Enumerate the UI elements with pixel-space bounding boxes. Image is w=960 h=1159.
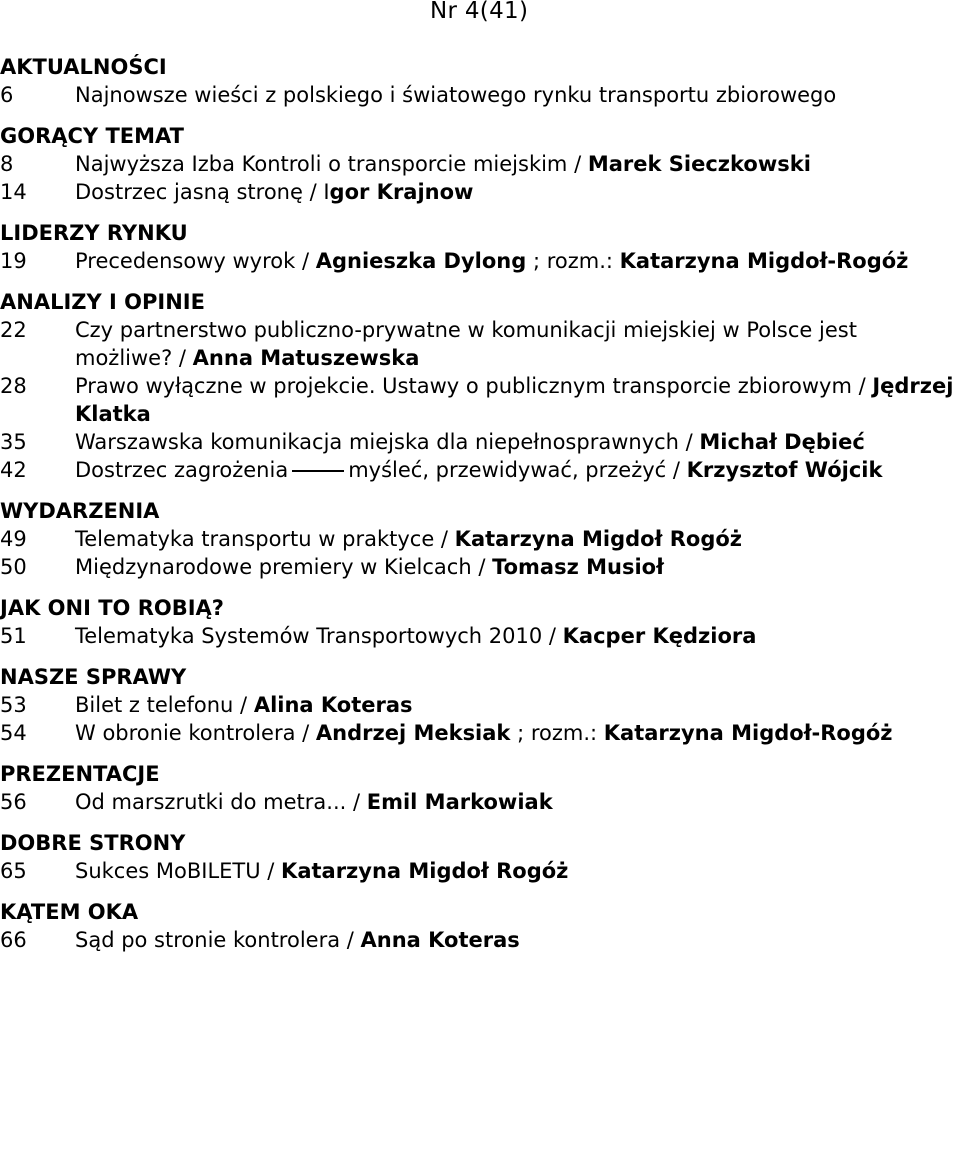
section-title: JAK ONI TO ROBIĄ? <box>0 596 224 620</box>
section-title: KĄTEM OKA <box>0 900 139 924</box>
section-wydarzenia <box>0 497 960 581</box>
article-title: Najnowsze wieści z polskiego i światowego rynku transportu zbiorowego <box>75 83 837 107</box>
entry-text <box>75 456 960 484</box>
entry-text <box>75 316 960 372</box>
article-title-lead: Dostrzec zagrożenia <box>75 458 289 482</box>
author-name: Andrzej Meksiak <box>315 721 511 745</box>
interview-note: ; rozm.: <box>526 249 620 273</box>
toc-entry[interactable] <box>0 788 960 816</box>
author-name: Emil Markowiak <box>366 790 553 814</box>
section-nasze-sprawy <box>0 663 960 747</box>
entry-text <box>75 857 960 885</box>
interview-note: ; rozm.: <box>510 721 604 745</box>
entry-text <box>75 553 960 581</box>
section-jak-oni-to-robia <box>0 594 960 650</box>
article-title: Międzynarodowe premiery w Kielcach / <box>75 555 493 579</box>
author-name: gor Krajnow <box>329 180 474 204</box>
author-name: Jędrzej Klatka <box>75 374 954 426</box>
toc-entry[interactable] <box>0 553 960 581</box>
page-number: 35 <box>0 430 27 454</box>
page-number: 28 <box>0 374 27 398</box>
section-prezentacje <box>0 760 960 816</box>
article-title: Najwyższa Izba Kontroli o transporcie miejskim / <box>75 152 588 176</box>
toc-entry[interactable] <box>0 719 960 747</box>
author-name: Agnieszka Dylong <box>315 249 527 273</box>
section-title: ANALIZY I OPINIE <box>0 290 205 314</box>
entry-text <box>75 788 960 816</box>
section-title: WYDARZENIA <box>0 499 160 523</box>
toc-entry[interactable] <box>0 372 960 428</box>
toc-entry[interactable] <box>0 150 960 178</box>
toc-entry[interactable] <box>0 428 960 456</box>
toc-entry[interactable] <box>0 525 960 553</box>
page-number: 42 <box>0 458 27 482</box>
page-number: 51 <box>0 624 27 648</box>
section-aktualnosci <box>0 53 960 109</box>
author-name: Katarzyna Migdoł Rogóż <box>454 527 742 551</box>
page-number: 14 <box>0 180 27 204</box>
author-name: Kacper Kędziora <box>562 624 757 648</box>
interviewer-name: Katarzyna Migdoł-Rogóż <box>603 721 893 745</box>
section-title: DOBRE STRONY <box>0 831 186 855</box>
article-title: Telematyka transportu w praktyce / <box>75 527 455 551</box>
entry-text <box>75 150 960 178</box>
author-name: Anna Matuszewska <box>192 346 420 370</box>
page-number: 53 <box>0 693 27 717</box>
page-number: 19 <box>0 249 27 273</box>
toc-entry[interactable] <box>0 247 960 275</box>
article-title: Prawo wyłączne w projekcie. Ustawy o publicznym transporcie zbiorowym / <box>75 374 873 398</box>
article-title: Bilet z telefonu / <box>75 693 254 717</box>
author-name: Alina Koteras <box>253 693 413 717</box>
entry-text <box>75 428 960 456</box>
issue-number: Nr 4(41) <box>430 0 529 24</box>
page-number: 56 <box>0 790 27 814</box>
section-goracy-temat <box>0 122 960 206</box>
article-title: myśleć, przewidywać, przeżyć / <box>348 458 687 482</box>
toc-entry[interactable] <box>0 926 960 954</box>
entry-text <box>75 81 960 109</box>
author-name: Marek Sieczkowski <box>587 152 811 176</box>
author-name: Katarzyna Migdoł Rogóż <box>281 859 569 883</box>
entry-text <box>75 622 960 650</box>
article-title: Sąd po stronie kontrolera / <box>75 928 361 952</box>
em-dash-rule <box>292 470 344 472</box>
section-title: PREZENTACJE <box>0 762 160 786</box>
section-analizy-i-opinie <box>0 288 960 484</box>
article-title: Sukces MoBILETU / <box>75 859 282 883</box>
page-number: 6 <box>0 83 14 107</box>
page-number: 65 <box>0 859 27 883</box>
section-title: LIDERZY RYNKU <box>0 221 188 245</box>
author-name: Anna Koteras <box>360 928 520 952</box>
entry-text <box>75 926 960 954</box>
interviewer-name: Katarzyna Migdoł-Rogóż <box>619 249 909 273</box>
toc-entry[interactable] <box>0 316 960 372</box>
entry-text <box>75 525 960 553</box>
author-name: Michał Dębieć <box>699 430 865 454</box>
page-number: 54 <box>0 721 27 745</box>
article-title: Precedensowy wyrok / <box>75 249 316 273</box>
toc-entry[interactable] <box>0 691 960 719</box>
toc-entry[interactable] <box>0 456 960 484</box>
entry-text <box>75 719 960 747</box>
toc-entry[interactable] <box>0 622 960 650</box>
article-title: Od marszrutki do metra... / <box>75 790 367 814</box>
entry-text <box>75 247 960 275</box>
section-title: NASZE SPRAWY <box>0 665 187 689</box>
section-title: GORĄCY TEMAT <box>0 124 184 148</box>
page-number: 8 <box>0 152 14 176</box>
page-number: 66 <box>0 928 27 952</box>
toc-entry[interactable] <box>0 178 960 206</box>
article-title: W obronie kontrolera / <box>75 721 316 745</box>
page-number: 49 <box>0 527 27 551</box>
article-title: Czy partnerstwo publiczno-prywatne w komunikacji miejskiej w Polsce jest możliwe? / <box>75 318 857 370</box>
article-title: Telematyka Systemów Transportowych 2010 / <box>75 624 563 648</box>
table-of-contents <box>0 53 960 967</box>
entry-text <box>75 178 960 206</box>
author-name: Tomasz Musioł <box>492 555 664 579</box>
page-number: 22 <box>0 318 27 342</box>
entry-text <box>75 372 960 428</box>
toc-entry[interactable] <box>0 857 960 885</box>
section-dobre-strony <box>0 829 960 885</box>
article-title: Warszawska komunikacja miejska dla niepełnosprawnych / <box>75 430 700 454</box>
section-title: AKTUALNOŚCI <box>0 55 167 79</box>
entry-text <box>75 691 960 719</box>
article-title: Dostrzec jasną stronę / I <box>75 180 330 204</box>
section-katem-oka <box>0 898 960 954</box>
section-liderzy-rynku <box>0 219 960 275</box>
author-name: Krzysztof Wójcik <box>686 458 883 482</box>
toc-entry[interactable] <box>0 81 960 109</box>
page-number: 50 <box>0 555 27 579</box>
